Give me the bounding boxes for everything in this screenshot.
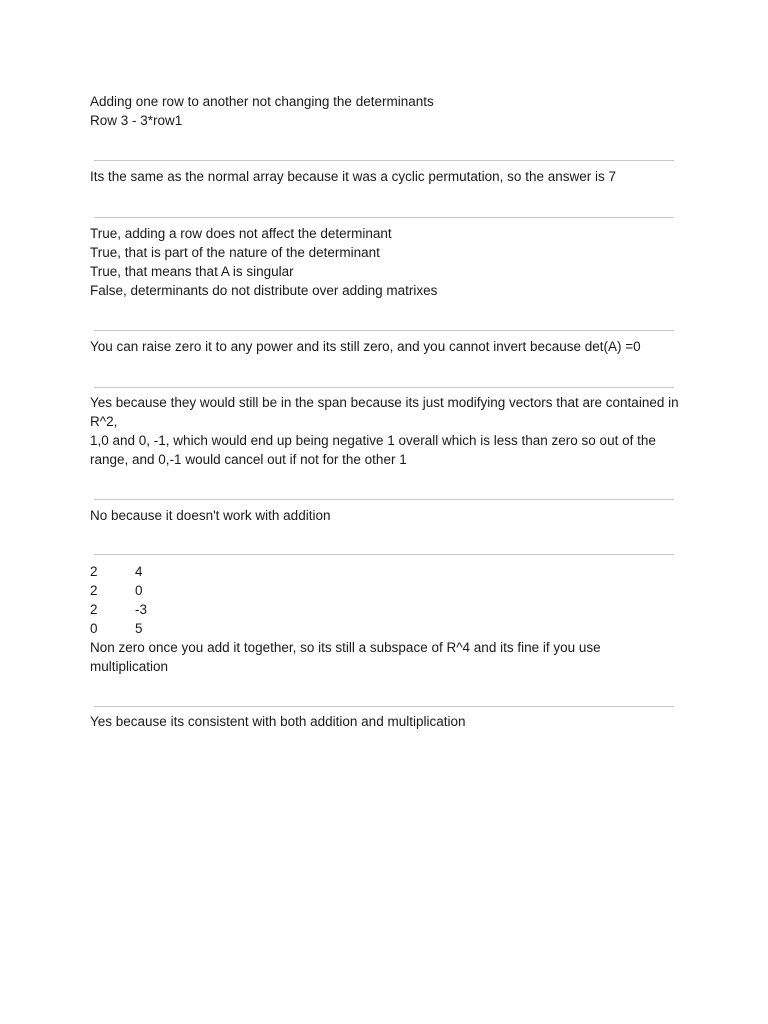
answer-5-paragraph-1: Yes because they would still be in the span because its just modifying vectors that are contained in R^2, [90,395,679,429]
vector-row [90,562,680,581]
separator-line [94,499,674,500]
answer-2 [90,167,680,186]
vector-cell: 2 [90,583,98,598]
vector-row [90,600,680,619]
vector-row [90,581,680,600]
vector-cell: 2 [90,602,98,617]
answer-3-line-4: False, determinants do not distribute over adding matrixes [90,283,438,298]
answer-6-line-1: No because it doesn't work with addition [90,508,331,523]
separator-line [94,217,674,218]
answer-4 [90,337,680,356]
answer-7-paragraph-1: Non zero once you add it together, so its still a subspace of R^4 and its fine if you use multiplication [90,640,601,674]
vector-cell: 2 [90,564,98,579]
answer-8-line-1: Yes because its consistent with both addition and multiplication [90,714,466,729]
answer-5 [90,393,680,469]
separator-line [94,554,674,555]
separator-line [94,387,674,388]
answer-6 [90,506,680,525]
vector-cell: 0 [90,621,98,636]
vector-cell: 4 [135,564,143,579]
answer-1-line-1: Adding one row to another not changing the determinants [90,94,434,109]
answer-4-line-1: You can raise zero it to any power and its still zero, and you cannot invert because det(A) =0 [90,339,641,354]
answer-3-line-2: True, that is part of the nature of the determinant [90,245,380,260]
answer-1-line-2: Row 3 - 3*row1 [90,113,183,128]
answer-2-line-1: Its the same as the normal array because it was a cyclic permutation, so the answer is 7 [90,169,616,184]
separator-line [94,706,674,707]
answer-3-line-1: True, adding a row does not affect the determinant [90,226,392,241]
answer-1 [90,92,680,130]
answer-8 [90,712,680,731]
vector-cell: 0 [135,583,143,598]
separator-line [94,330,674,331]
vector-row [90,619,680,638]
separator-line [94,160,674,161]
vector-cell: -3 [135,602,148,617]
answer-3 [90,224,680,300]
answer-3-line-3: True, that means that A is singular [90,264,294,279]
vector-cell: 5 [135,621,143,636]
answer-5-paragraph-2: 1,0 and 0, -1, which would end up being negative 1 overall which is less than zero so out of the range, and 0,-1 would cancel out if not for the other 1 [90,433,656,467]
answer-7 [90,562,680,676]
